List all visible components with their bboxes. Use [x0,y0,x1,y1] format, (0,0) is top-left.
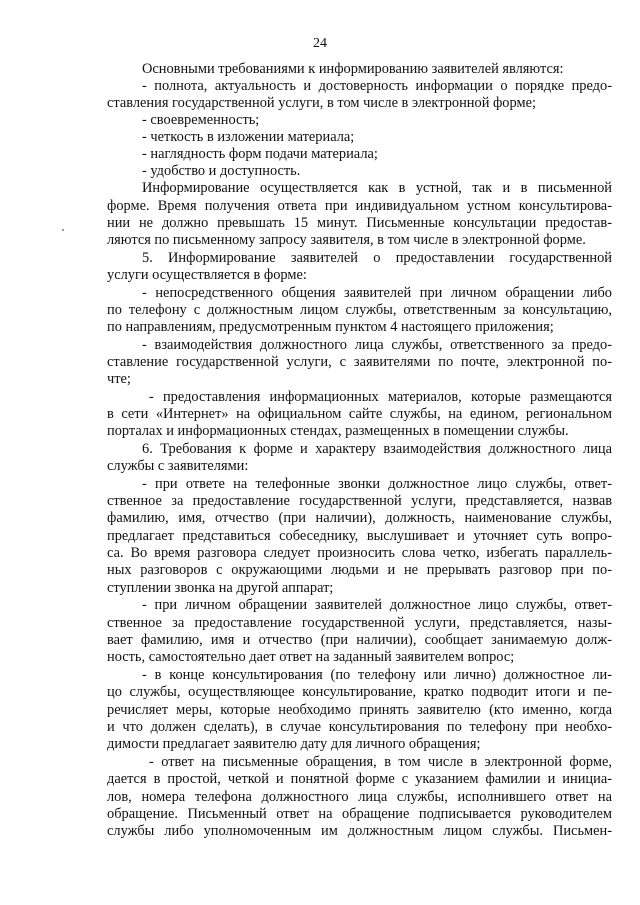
text-line: 6. Требования к форме и характеру взаимодействия должностного лица [142,441,612,457]
text-line: димости предлагает заявителю дату для личного обращения; [107,736,481,752]
text-line: ственное за предоставление государственной услуги, представляется, назвав [107,493,612,509]
text-line: обращение. Письменный ответ на обращение подписывается руководителем [107,806,612,822]
text-line: - непосредственного общения заявителей при личном обращении либо [142,285,612,301]
text-line: ность, самостоятельно дает ответ на заданный заявителем вопрос; [107,649,515,665]
text-line: по направлениям, предусмотренным пунктом 4 настоящего приложения; [107,319,554,335]
text-line: - в конце консультирования (по телефону или лично) должностное ли- [142,667,612,683]
text-line: ставления государственной услуги, в том числе в электронной форме; [107,95,536,111]
text-line: - своевременность; [142,112,260,128]
text-line: чте; [107,371,131,387]
text-line: ных разговоров с окружающими людьми и не прерывать разговор при по- [107,562,612,578]
text-line: ставление государственной услуги, с заявителями по почте, электронной по- [107,354,612,370]
text-line: форме. Время получения ответа при индивидуальном устном консультирова- [107,198,612,214]
text-line: - ответ на письменные обращения, в том числе в электронной форме, [149,754,612,770]
text-line: речисляет меры, которые необходимо принять заявителю (кто именно, когда [107,702,612,718]
text-line: Основными требованиями к информированию заявителей являются: [142,61,564,77]
text-line: и что должен сделать), в случае консультирования по телефону при необхо- [107,719,612,735]
text-line: - при личном обращении заявителей должностное лицо службы, ответ- [142,597,612,613]
text-line: - удобство и доступность. [142,163,301,179]
text-line: предлагает представиться собеседнику, выслушивает и уточняет суть вопро- [107,528,612,544]
text-line: службы с заявителями: [107,458,249,474]
text-line: службы либо уполномоченным им должностным лицом службы. Письмен- [107,823,612,839]
text-line: - взаимодействия должностного лица службы, ответственного за предо- [142,337,612,353]
text-line: са. Во время разговора следует произносить слова четко, избегать параллель- [107,545,612,561]
scan-speck [62,229,64,231]
text-line: вает фамилию, имя и отчество (при наличии), сообщает занимаемую долж- [107,632,612,648]
text-line: - четкость в изложении материала; [142,129,355,145]
text-line: нии не должно превышать 15 минут. Письменные консультации предостав- [107,215,612,231]
text-line: - наглядность форм подачи материала; [142,146,378,162]
text-line: 5. Информирование заявителей о предоставлении государственной [142,250,612,266]
text-line: фамилию, имя, отчество (при наличии), должность, наименование службы, [107,510,612,526]
text-line: ственное за предоставление государственной услуги, представляется, назы- [107,615,612,631]
text-line: по телефону с должностным лицом службы, ответственным за консультацию, [107,302,612,318]
text-line: порталах и информационных стендах, размещенных в помещении службы. [107,423,569,439]
text-line: - предоставления информационных материалов, которые размещаются [149,389,612,405]
text-line: - при ответе на телефонные звонки должностное лицо службы, ответ- [142,476,612,492]
text-line: ляются по письменному запросу заявителя, в том числе в электронной форме. [107,232,586,248]
text-line: цо службы, осуществляющее консультирование, кратко подводит итоги и пе- [107,684,612,700]
text-line: в сети «Интернет» на официальном сайте службы, на едином, региональном [107,406,612,422]
text-line: дается в простой, четкой и понятной форме с указанием фамилии и инициа- [107,771,612,787]
text-line: Информирование осуществляется как в устной, так и в письменной [142,180,612,196]
text-line: ступлении звонка на другой аппарат; [107,580,334,596]
page-number: 24 [313,36,327,51]
text-line: лов, номера телефона должностного лица службы, исполнившего ответ на [107,789,612,805]
text-line: услуги осуществляется в форме: [107,267,307,283]
text-line: - полнота, актуальность и достоверность информации о порядке предо- [142,78,612,94]
